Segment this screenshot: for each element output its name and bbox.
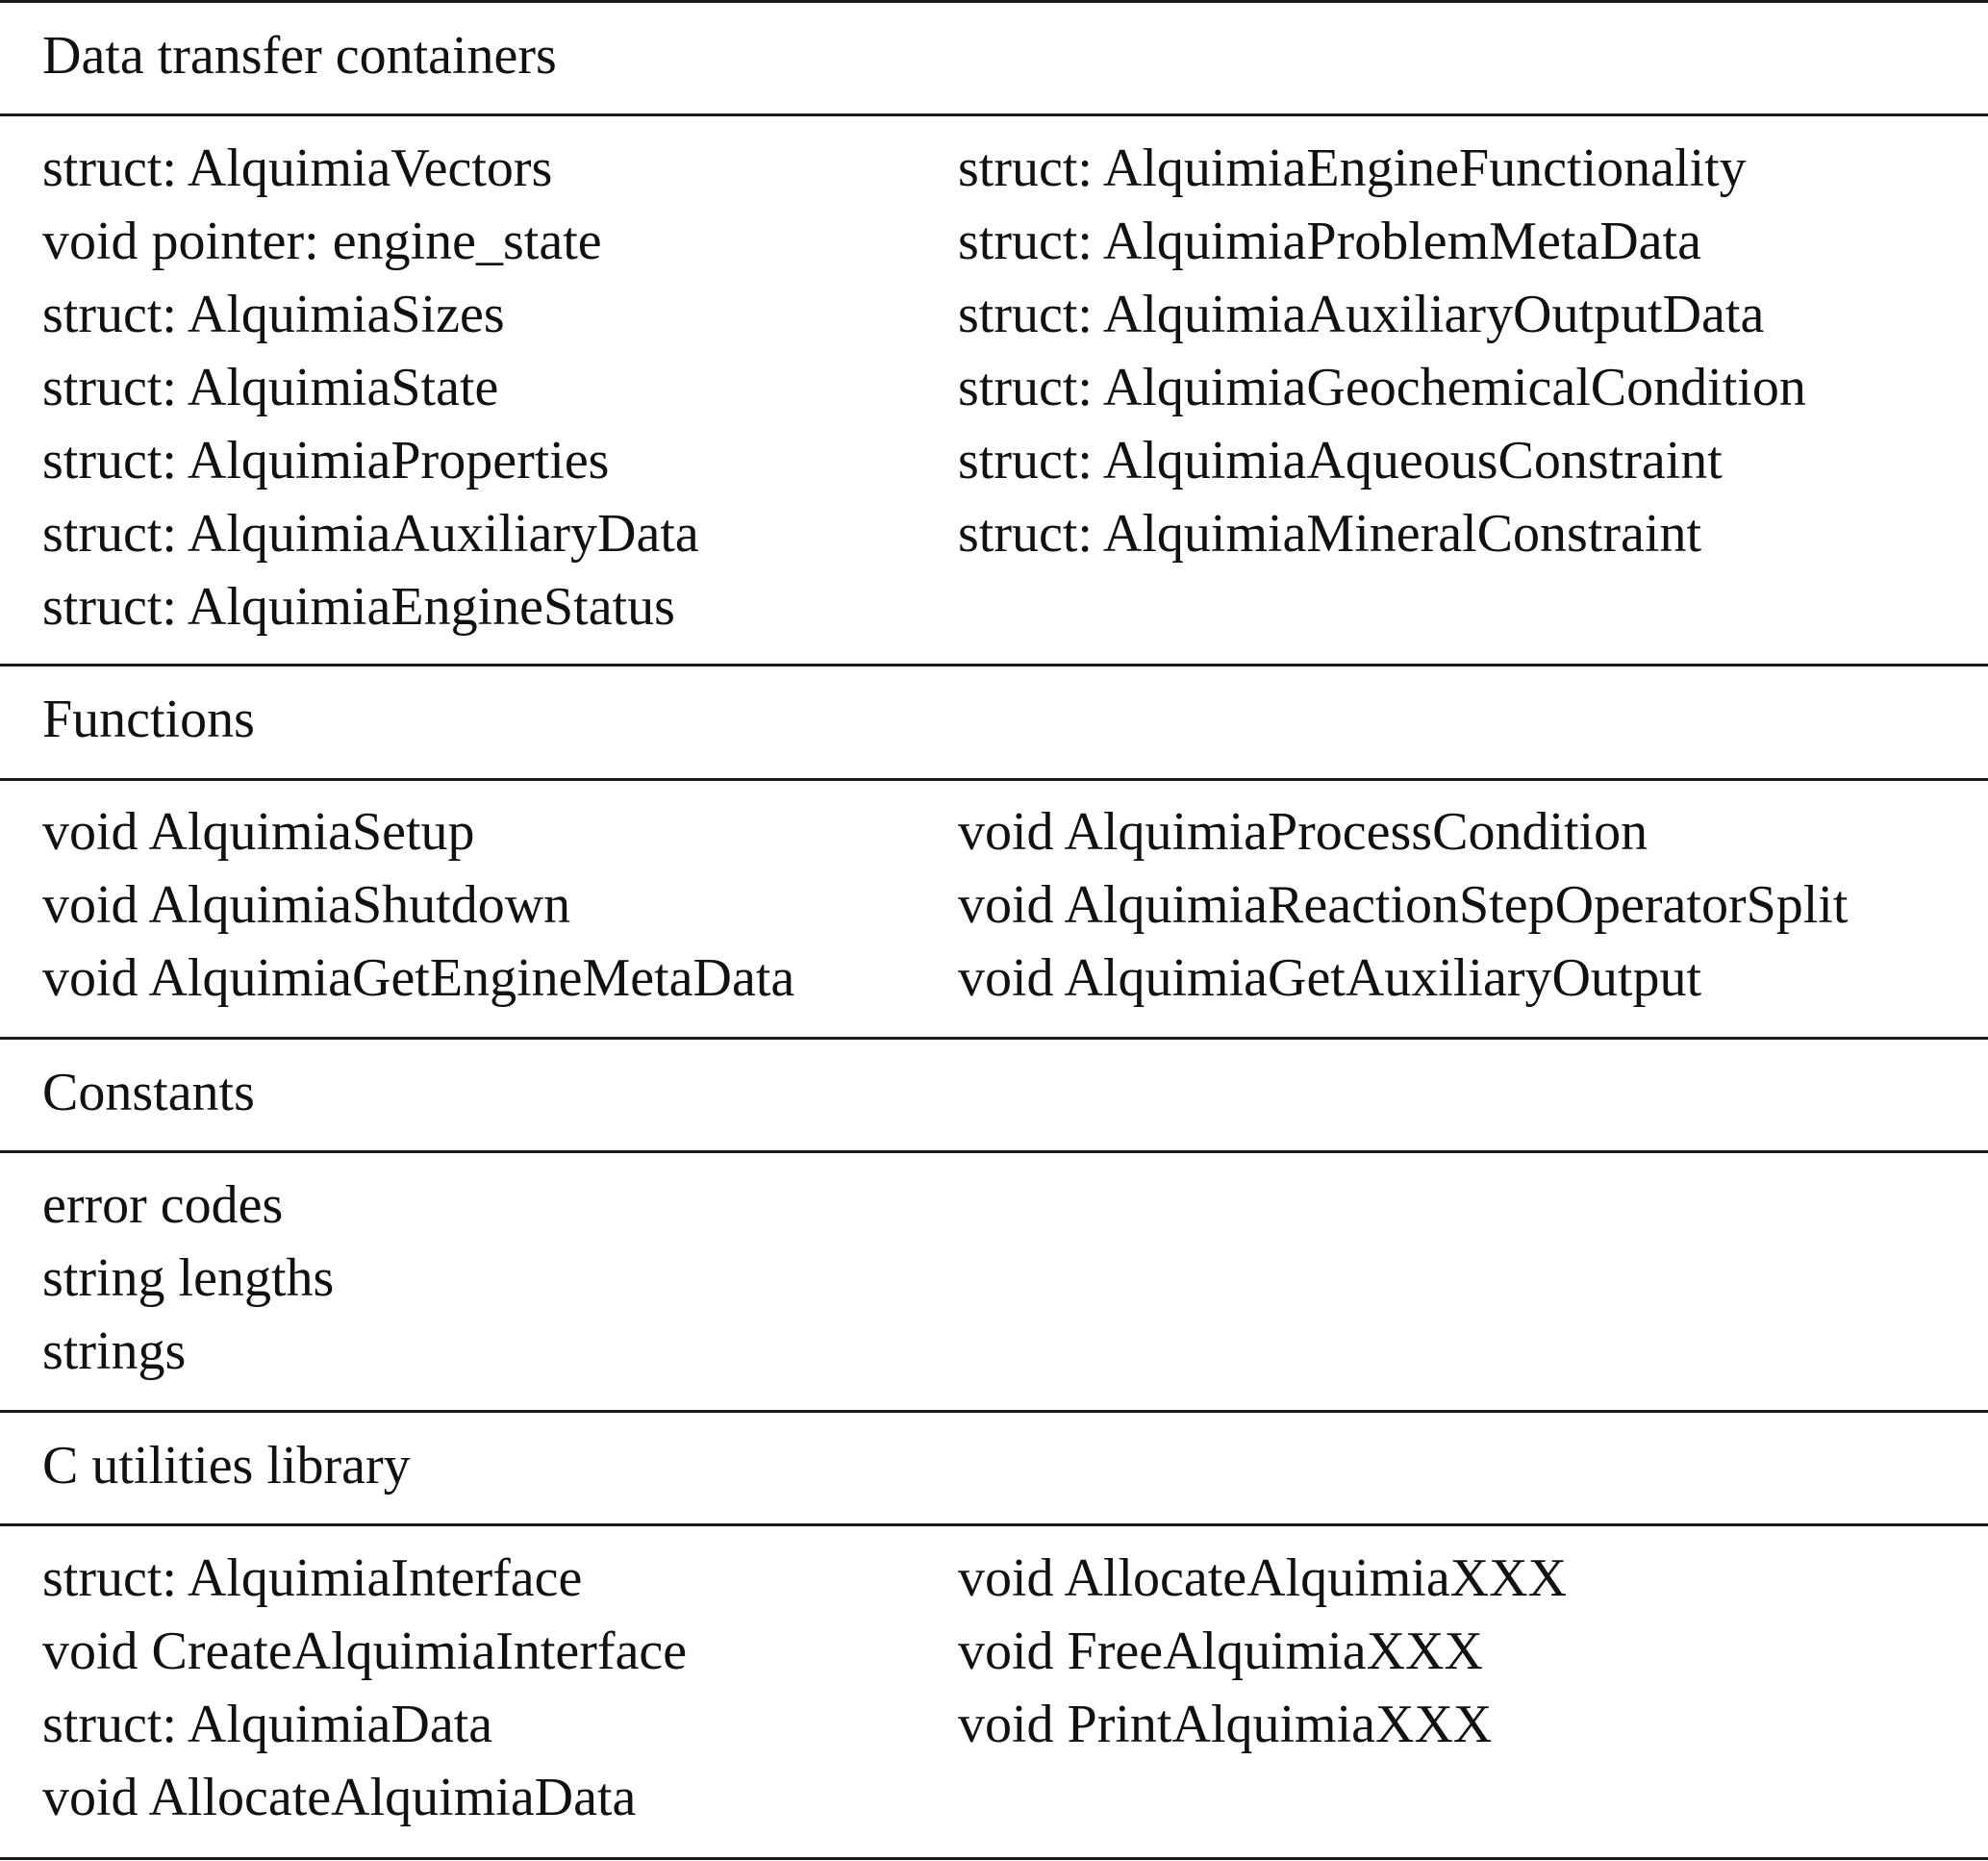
section-left-column: [42, 1542, 687, 1834]
list-item: error codes: [42, 1175, 284, 1235]
section-right-column: [958, 1542, 1567, 1761]
section-left-column: [42, 132, 699, 643]
list-item: struct: AlquimiaInterface: [42, 1548, 583, 1608]
list-item: struct: AlquimiaGeochemicalCondition: [958, 358, 1806, 417]
list-item: struct: AlquimiaAuxiliaryData: [42, 504, 699, 564]
list-item: strings: [42, 1321, 187, 1381]
list-item: void AlquimiaShutdown: [42, 875, 571, 935]
list-item: struct: AlquimiaAuxiliaryOutputData: [958, 285, 1765, 344]
section-heading-data-transfer-containers: Data transfer containers: [42, 26, 557, 86]
list-item: struct: AlquimiaSizes: [42, 285, 505, 344]
list-item: void AlquimiaReactionStepOperatorSplit: [958, 875, 1849, 935]
section-divider: [0, 1150, 1988, 1153]
list-item: struct: AlquimiaAqueousConstraint: [958, 431, 1723, 490]
list-item: void pointer: engine_state: [42, 212, 602, 271]
section-divider: [0, 113, 1988, 116]
list-item: void AlquimiaGetAuxiliaryOutput: [958, 948, 1702, 1008]
section-divider: [0, 1410, 1988, 1413]
list-item: struct: AlquimiaState: [42, 358, 499, 417]
list-item: struct: AlquimiaMineralConstraint: [958, 504, 1702, 564]
table-bottom-rule: [0, 1857, 1988, 1860]
list-item: void AlquimiaGetEngineMetaData: [42, 948, 795, 1008]
list-item: struct: AlquimiaVectors: [42, 138, 553, 198]
section-right-column: [958, 795, 1848, 1015]
list-item: struct: AlquimiaEngineFunctionality: [958, 138, 1747, 198]
section-heading-c-utilities-library: C utilities library: [42, 1436, 411, 1496]
section-divider: [0, 1523, 1988, 1526]
section-divider: [0, 778, 1988, 781]
section-left-column: [42, 795, 794, 1015]
list-item: void FreeAlquimiaXXX: [958, 1622, 1483, 1681]
list-item: struct: AlquimiaProblemMetaData: [958, 212, 1701, 271]
list-item: void AlquimiaSetup: [42, 802, 475, 862]
list-item: struct: AlquimiaData: [42, 1695, 493, 1754]
list-item: struct: AlquimiaProperties: [42, 431, 610, 490]
list-item: void AlquimiaProcessCondition: [958, 802, 1648, 862]
section-divider: [0, 664, 1988, 666]
table-top-rule: [0, 0, 1988, 3]
list-item: void AllocateAlquimiaData: [42, 1768, 637, 1827]
section-divider: [0, 1037, 1988, 1040]
list-item: void CreateAlquimiaInterface: [42, 1622, 688, 1681]
section-right-column: [958, 132, 1806, 570]
list-item: void PrintAlquimiaXXX: [958, 1695, 1493, 1754]
section-heading-constants: Constants: [42, 1063, 255, 1122]
list-item: struct: AlquimiaEngineStatus: [42, 577, 675, 637]
list-item: void AllocateAlquimiaXXX: [958, 1548, 1568, 1608]
section-left-column: [42, 1169, 334, 1388]
list-item: string lengths: [42, 1248, 335, 1308]
section-heading-functions: Functions: [42, 690, 255, 749]
